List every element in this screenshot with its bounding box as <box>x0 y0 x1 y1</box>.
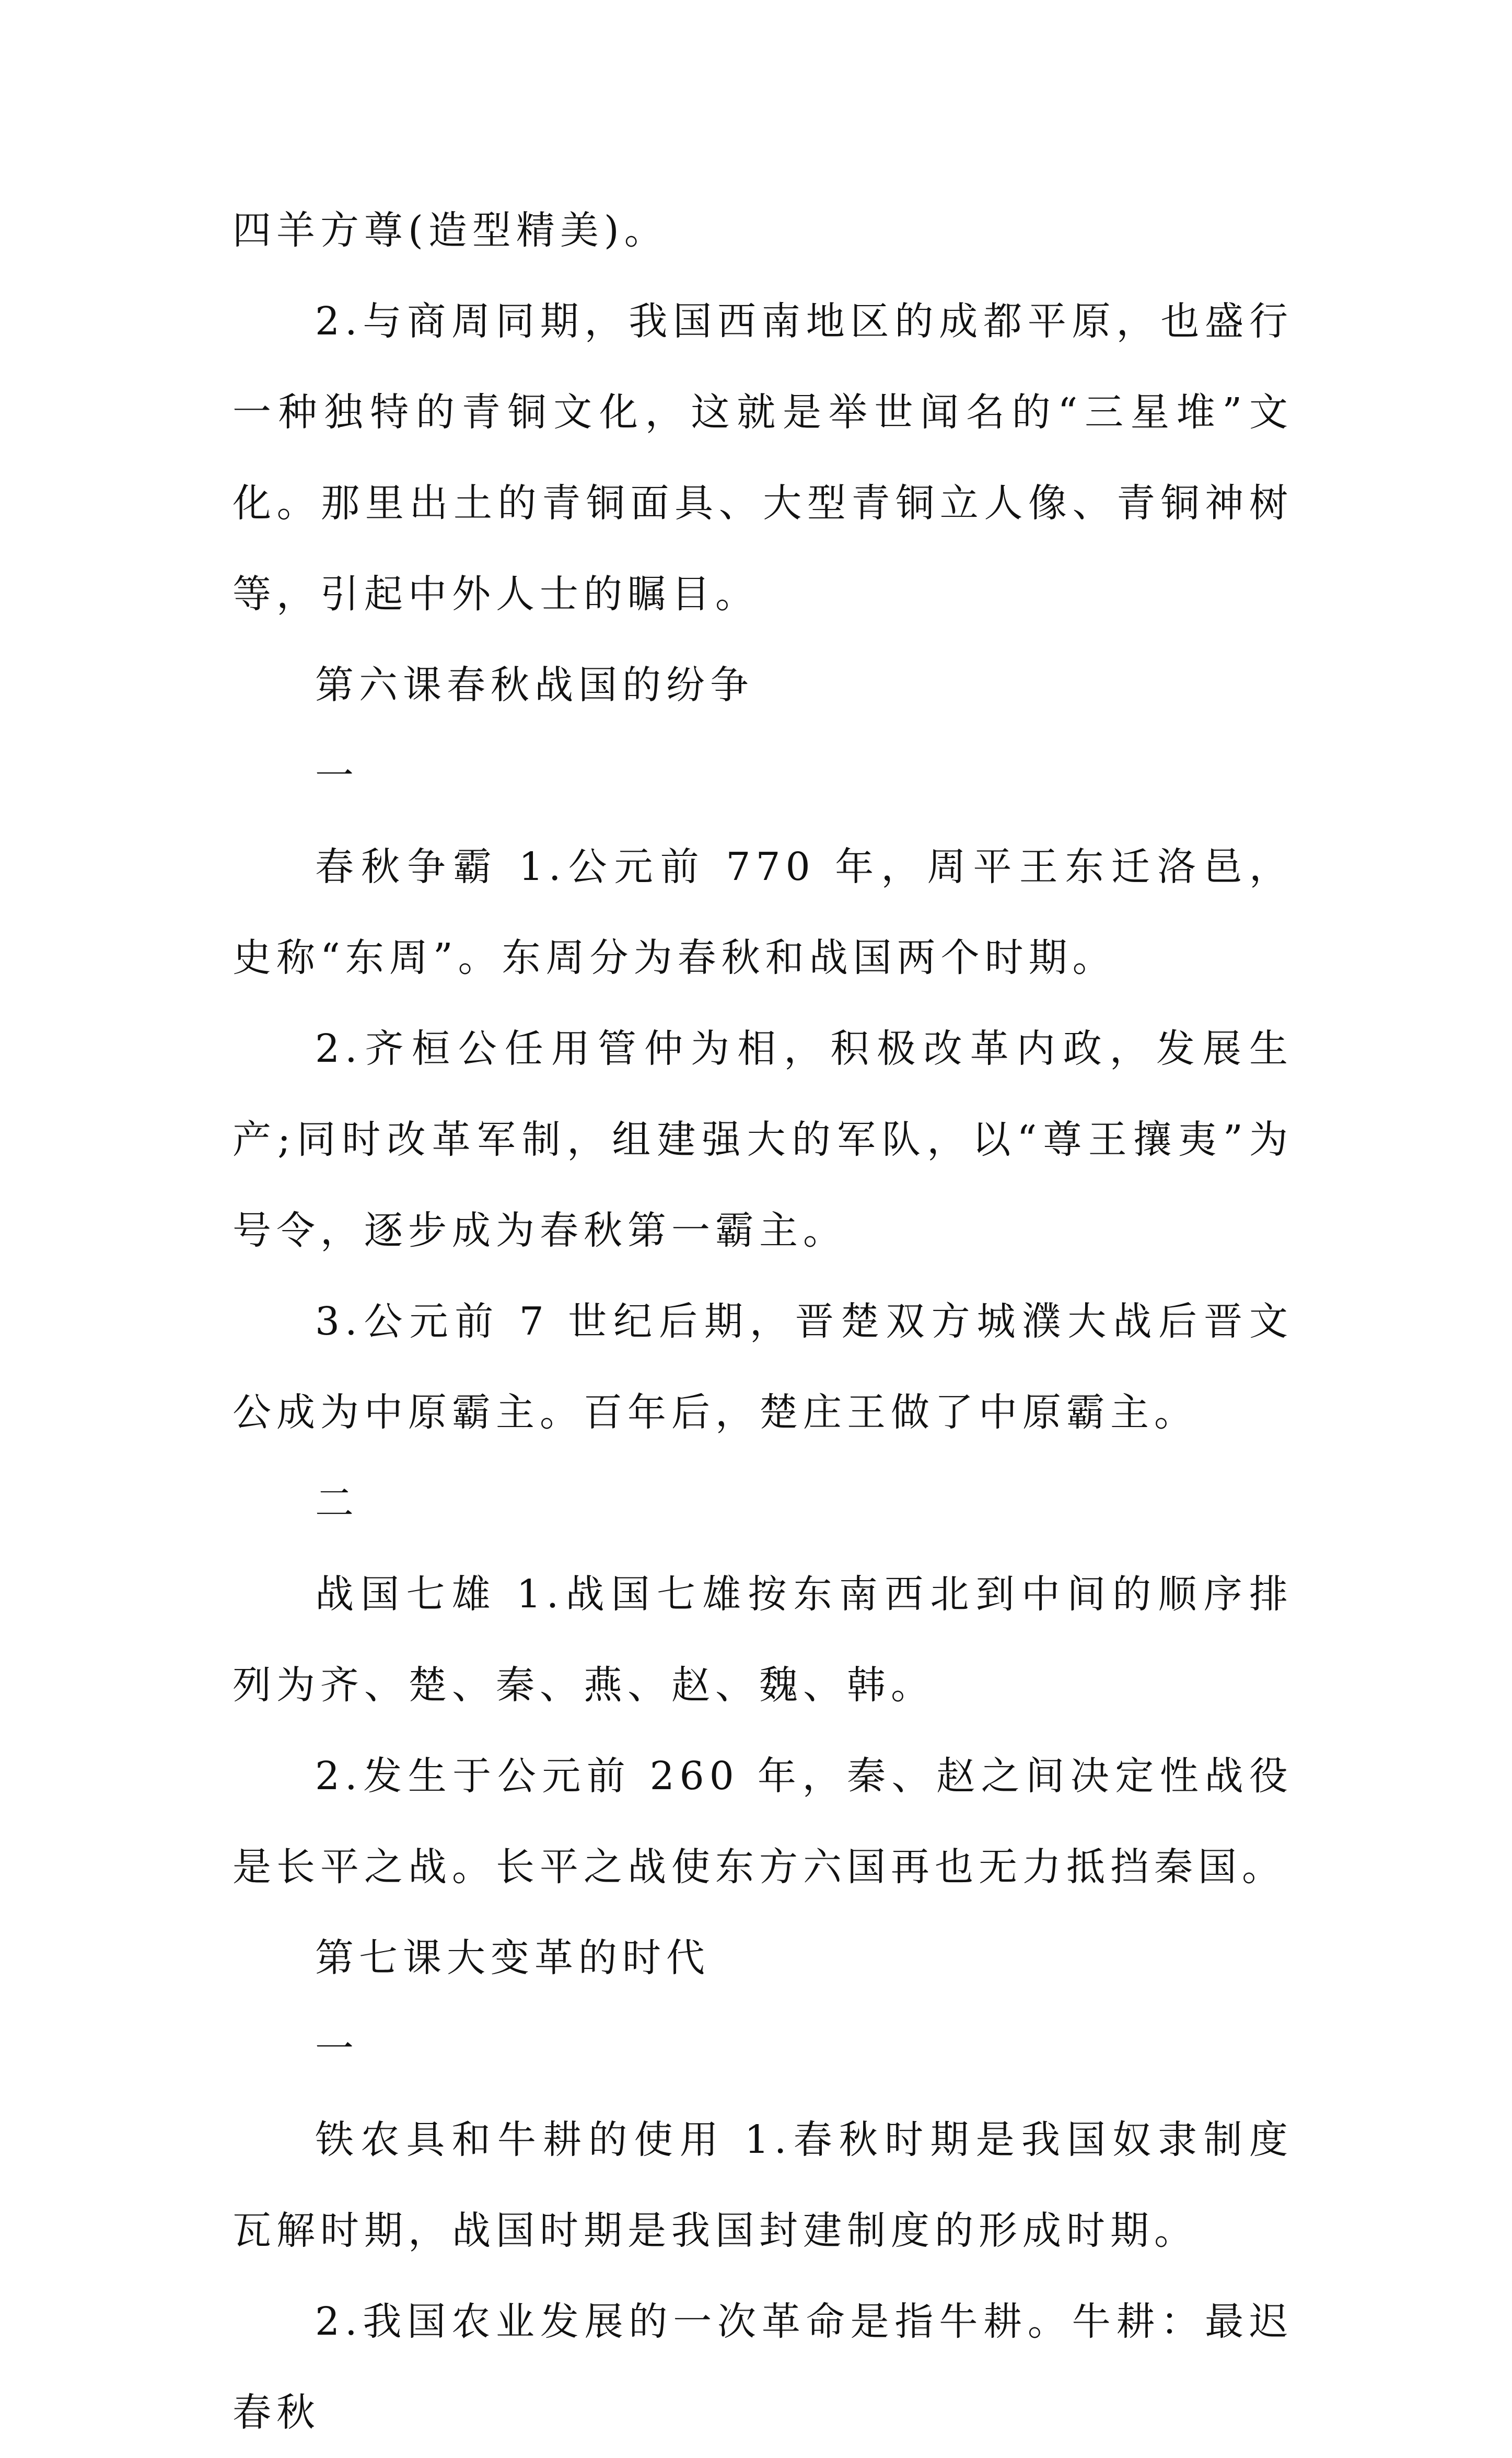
paragraph: 铁农具和牛耕的使用 1.春秋时期是我国奴隶制度瓦解时期，战国时期是我国封建制度的形成时期。 <box>232 2117 1293 2253</box>
section-number: 一 <box>315 753 359 798</box>
lesson-heading: 第六课春秋战国的纷争 <box>315 663 754 708</box>
section-number: 一 <box>315 2026 359 2071</box>
paragraph: 四羊方尊(造型精美)。 <box>232 208 668 253</box>
section-number: 二 <box>315 1481 359 1526</box>
paragraph: 3.公元前 7 世纪后期，晋楚双方城濮大战后晋文公成为中原霸主。百年后，楚庄王做了中原霸主。 <box>232 1299 1293 1435</box>
paragraph: 战国七雄 1.战国七雄按东南西北到中间的顺序排列为齐、楚、秦、燕、赵、魏、韩。 <box>232 1572 1293 1708</box>
document-body <box>232 185 1293 2458</box>
paragraph: 春秋争霸 1.公元前 770 年，周平王东迁洛邑，史称“东周”。东周分为春秋和战国两个时期。 <box>232 844 1293 980</box>
paragraph: 2.我国农业发展的一次革命是指牛耕。牛耕：最迟春秋 <box>232 2299 1293 2435</box>
lesson-heading: 第七课大变革的时代 <box>315 1935 710 1980</box>
paragraph: 2.发生于公元前 260 年，秦、赵之间决定性战役是长平之战。长平之战使东方六国再也无力抵挡秦国。 <box>232 1754 1293 1889</box>
paragraph: 2.与商周同期，我国西南地区的成都平原，也盛行一种独特的青铜文化，这就是举世闻名的“三星堆”文化。那里出土的青铜面具、大型青铜立人像、青铜神树等，引起中外人士的瞩目。 <box>232 299 1293 617</box>
paragraph: 2.齐桓公任用管仲为相，积极改革内政，发展生产;同时改革军制，组建强大的军队，以“尊王攘夷”为号令，逐步成为春秋第一霸主。 <box>232 1026 1293 1253</box>
